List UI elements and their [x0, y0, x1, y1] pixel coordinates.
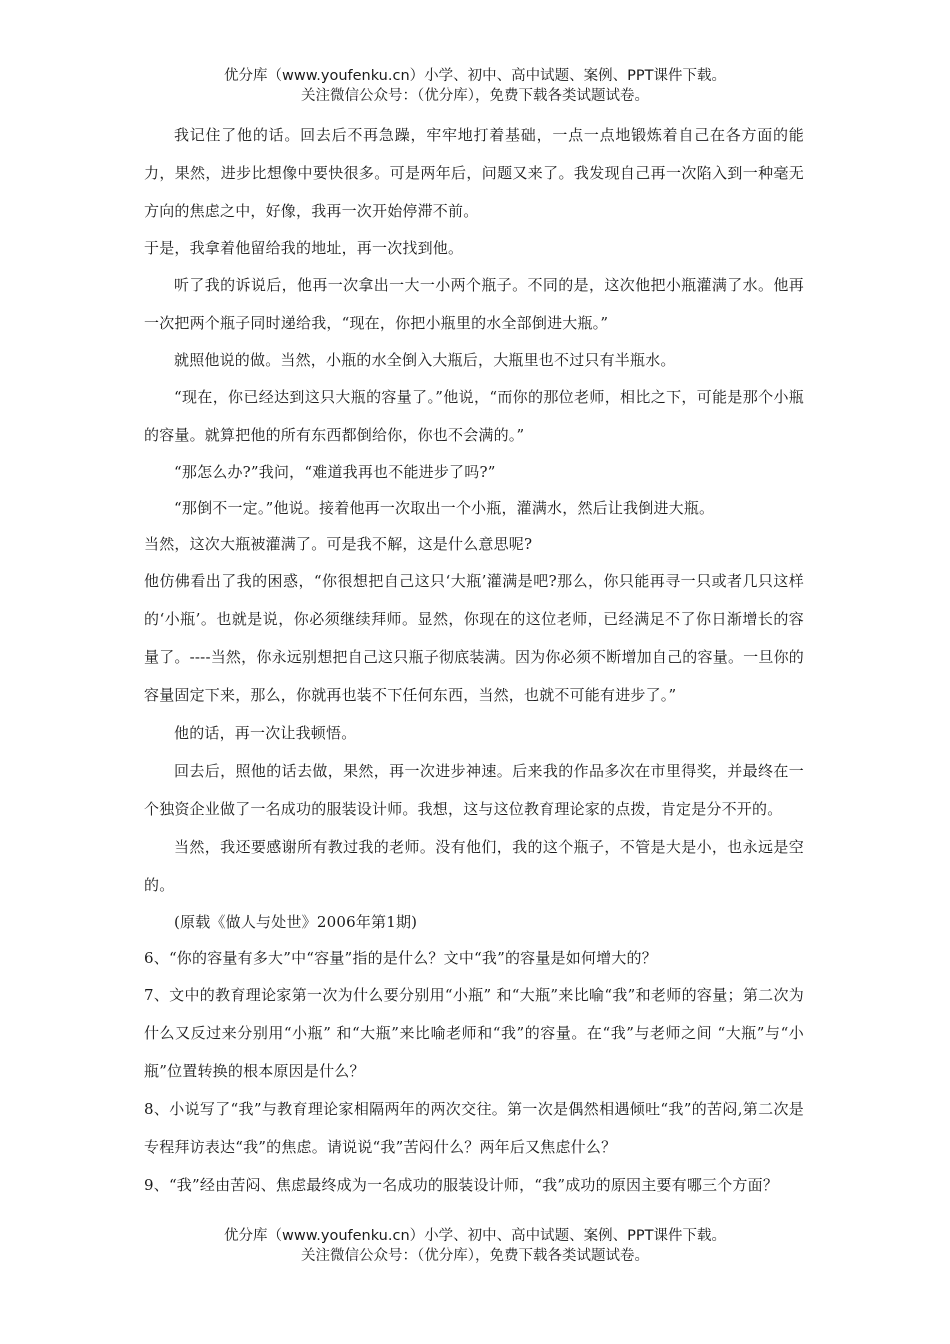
- footer-line-2: 关注微信公众号：（优分库），免费下载各类试题试卷。: [301, 1248, 649, 1264]
- footer-line-1: 优分库（www.youfenku.cn）小学、初中、高中试题、案例、PPT课件下载。: [224, 1228, 726, 1244]
- paragraph: 他的话，再一次让我顿悟。: [174, 724, 357, 742]
- paragraph: “现在，你已经达到这只大瓶的容量了。”他说，“而你的那位老师，相比之下，可能是那个小瓶的容量。就算把他的所有东西都倒给你，你也不会满的。”: [144, 388, 804, 444]
- paragraph: 就照他说的做。当然，小瓶的水全倒入大瓶后，大瓶里也不过只有半瓶水。: [174, 351, 676, 369]
- source-citation: (原载《做人与处世》2006年第1期): [174, 913, 418, 931]
- header-banner: [0, 66, 950, 106]
- paragraph: 回去后，照他的话去做，果然，再一次进步神速。后来我的作品多次在市里得奖，并最终在一个独资企业做了一名成功的服装设计师。我想，这与这位教育理论家的点拨，肯定是分不开的。: [144, 762, 804, 818]
- paragraph: 当然，这次大瓶被灌满了。可是我不解，这是什么意思呢?: [144, 535, 533, 553]
- paragraph: 当然，我还要感谢所有教过我的老师。没有他们，我的这个瓶子，不管是大是小，也永远是空的。: [144, 838, 804, 894]
- paragraph: 听了我的诉说后，他再一次拿出一大一小两个瓶子。不同的是，这次他把小瓶灌满了水。他再一次把两个瓶子同时递给我，“现在，你把小瓶里的水全部倒进大瓶。”: [144, 276, 804, 332]
- paragraph: “那怎么办?”我问，“难道我再也不能进步了吗?”: [174, 463, 496, 481]
- paragraph: 我记住了他的话。回去后不再急躁，牢牢地打着基础，一点一点地锻炼着自己在各方面的能力，果然，进步比想像中要快很多。可是两年后，问题又来了。我发现自己再一次陷入到一种毫无方向的焦虑之中，好像，我再一次开始停滞不前。: [144, 126, 804, 220]
- paragraph: “那倒不一定。”他说。接着他再一次取出一个小瓶，灌满水，然后让我倒进大瓶。: [174, 499, 715, 517]
- question-7: 7、文中的教育理论家第一次为什么要分别用“小瓶” 和“大瓶”来比喻“我”和老师的容量；第二次为什么又反过来分别用“小瓶” 和“大瓶”来比喻老师和“我”的容量。在“我”与老师之间 “大瓶”与“小瓶”位置转换的根本原因是什么？: [144, 986, 804, 1080]
- footer-banner: [0, 1226, 950, 1266]
- question-6: 6、“你的容量有多大”中“容量”指的是什么？文中“我”的容量是如何增大的？: [144, 949, 657, 967]
- paragraph: 于是，我拿着他留给我的地址，再一次找到他。: [144, 239, 464, 257]
- question-9: 9、“我”经由苦闷、焦虑最终成为一名成功的服装设计师，“我”成功的原因主要有哪三个方面？: [144, 1176, 779, 1194]
- header-line-1: 优分库（www.youfenku.cn）小学、初中、高中试题、案例、PPT课件下载。: [224, 68, 726, 84]
- question-8: 8、小说写了“我”与教育理论家相隔两年的两次交往。第一次是偶然相遇倾吐“我”的苦闷,第二次是专程拜访表达“我”的焦虑。请说说“我”苦闷什么？两年后又焦虑什么？: [144, 1100, 804, 1156]
- header-line-2: 关注微信公众号：（优分库），免费下载各类试题试卷。: [301, 88, 649, 104]
- article-body: [144, 116, 804, 1204]
- paragraph: 他仿佛看出了我的困惑，“你很想把自己这只‘大瓶’灌满是吧?那么，你只能再寻一只或者几只这样的‘小瓶’。也就是说，你必须继续拜师。显然，你现在的这位老师，已经满足不了你日渐增长的容量了。----当然，你永远别想把自己这只瓶子彻底装满。因为你必须不断增加自己的容量。一旦你的容量固定下来，那么，你就再也装不下任何东西，当然，也就不可能有进步了。”: [144, 572, 804, 704]
